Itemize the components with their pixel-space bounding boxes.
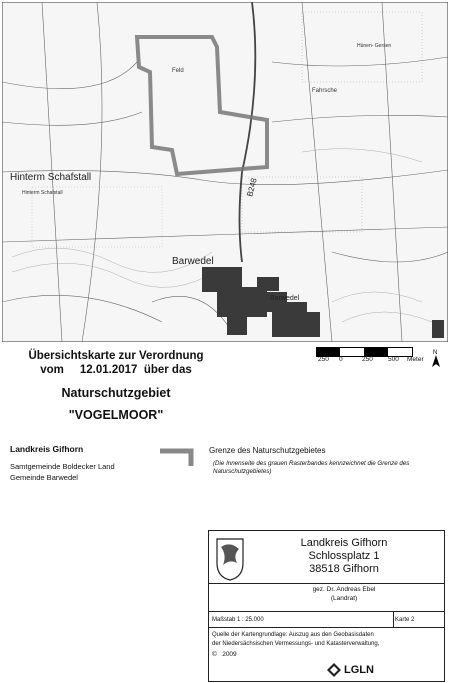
district-line1: Samtgemeinde Boldecker Land — [10, 462, 115, 471]
signature: gez. Dr. Andreas Ebel — [312, 586, 376, 593]
district-title: Landkreis Gifhorn — [10, 444, 84, 454]
district-line2: Gemeinde Barwedel — [10, 473, 78, 482]
scale-tick: 0 — [339, 356, 343, 363]
topographic-map — [2, 2, 448, 342]
label-huenen: Hünen- Gersen — [357, 43, 392, 49]
scale-bar — [316, 347, 444, 369]
legend-label: Grenze des Naturschutzgebietes — [209, 446, 326, 455]
svg-text:N: N — [433, 350, 438, 356]
source-line1: Quelle der Kartengrundlage: Auszug aus den Geobasisdaten — [212, 632, 374, 638]
heading-line4: "VOGELMOOR" — [68, 408, 164, 422]
authority-name: Landkreis Gifhorn — [300, 537, 388, 549]
scale-tick: 500 — [388, 356, 399, 363]
source-line2: der Niedersächsischen Vermessungs- und Katasterverwaltung, — [212, 641, 380, 647]
heading-line1: Übersichtskarte zur Verordnung — [28, 350, 204, 362]
scale-tick: Meter — [407, 356, 424, 363]
label-feld: Feld — [172, 68, 184, 74]
label-barwedel: Barwedel — [172, 256, 214, 267]
scale-tick: 250 — [318, 356, 329, 363]
map-scale: Maßstab 1 : 25.000 — [212, 617, 264, 623]
coat-of-arms-icon — [215, 537, 245, 581]
signature-role: (Landrat) — [330, 595, 358, 602]
authority-city: 38518 Gifhorn — [309, 563, 379, 575]
copyright: © 2009 — [212, 651, 237, 658]
north-arrow-icon — [431, 348, 441, 368]
lgln-logo-text: LGLN — [344, 664, 374, 676]
authority-street: Schlossplatz 1 — [308, 550, 380, 562]
label-barwedel-2: Barwedel — [270, 295, 300, 302]
label-fahrsche: Fahrsche — [312, 88, 338, 94]
label-schafstall-small: Hinterm Schafstall — [22, 190, 63, 196]
sheet-number: Karte 2 — [395, 617, 415, 623]
legend-note: (Die Innenseite des grauen Rasterbandes kennzeichnet die Grenze des Naturschutzgebietes) — [213, 460, 410, 475]
heading-line2: vom 12.01.2017 über das — [40, 364, 192, 376]
label-schafstall: Hinterm Schafstall — [10, 172, 92, 183]
heading-line3: Naturschutzgebiet — [61, 386, 171, 400]
boundary-legend-symbol — [160, 448, 194, 466]
scale-tick: 250 — [362, 356, 373, 363]
info-box — [208, 530, 445, 682]
label-road: B248 — [245, 177, 259, 198]
lgln-logo-icon — [327, 663, 341, 677]
